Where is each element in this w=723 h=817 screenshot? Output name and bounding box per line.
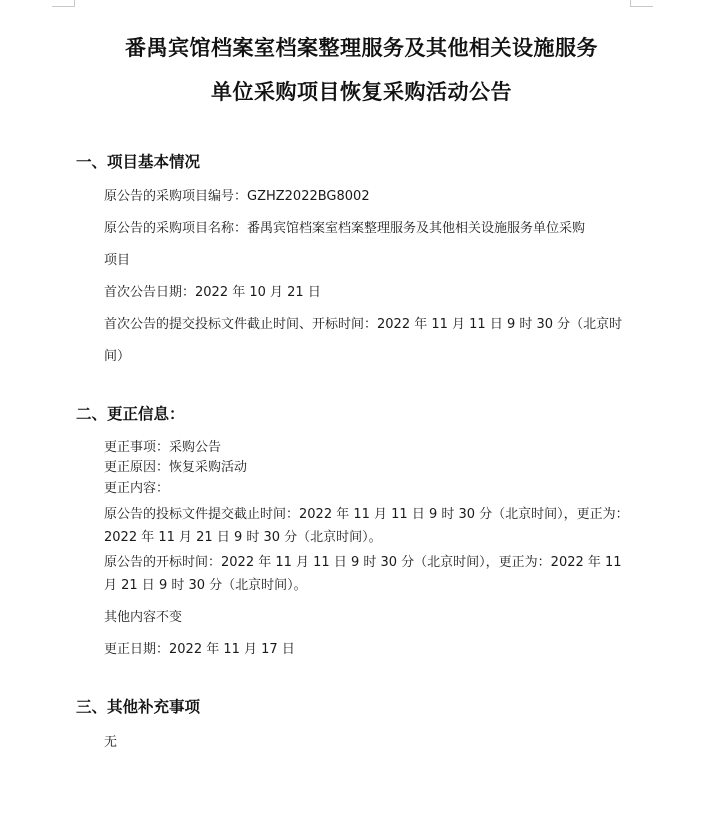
correction-change-2-continued: 月 21 日 9 时 30 分（北京时间）。 — [104, 578, 307, 593]
section-heading-basic-info: 一、项目基本情况 — [76, 153, 201, 171]
page-corner-mark-right — [630, 0, 653, 7]
document-title-line-2: 单位采购项目恢复采购活动公告 — [211, 79, 512, 104]
correction-reason: 更正原因：恢复采购活动 — [104, 460, 248, 475]
correction-change-1: 原公告的投标文件提交截止时间：2022 年 11 月 11 日 9 时 30 分（北京时间），更正为： — [104, 507, 629, 522]
section-heading-correction: 二、更正信息： — [76, 405, 185, 423]
correction-change-1-continued: 2022 年 11 月 21 日 9 时 30 分（北京时间）。 — [104, 530, 382, 545]
first-announcement-date: 首次公告日期：2022 年 10 月 21 日 — [104, 285, 321, 300]
correction-date: 更正日期：2022 年 11 月 17 日 — [104, 642, 295, 657]
project-number: 原公告的采购项目编号：GZHZ2022BG8002 — [104, 189, 370, 204]
original-deadline: 首次公告的提交投标文件截止时间、开标时间：2022 年 11 月 11 日 9 时 30 分（北京时 — [104, 317, 623, 332]
project-name-continued: 项目 — [104, 253, 131, 268]
correction-content-label: 更正内容： — [104, 481, 170, 496]
correction-item: 更正事项：采购公告 — [104, 440, 222, 455]
project-name: 原公告的采购项目名称：番禺宾馆档案室档案整理服务及其他相关设施服务单位采购 — [104, 221, 586, 236]
section-heading-supplementary: 三、其他补充事项 — [76, 698, 201, 716]
other-content-unchanged: 其他内容不变 — [104, 610, 183, 625]
correction-change-2: 原公告的开标时间：2022 年 11 月 11 日 9 时 30 分（北京时间），更正为：2022 年 11 — [104, 555, 622, 570]
document-title-line-1: 番禺宾馆档案室档案整理服务及其他相关设施服务 — [125, 35, 598, 60]
original-deadline-continued: 间） — [104, 349, 131, 364]
supplementary-content: 无 — [104, 735, 118, 750]
page-corner-mark-left — [52, 0, 75, 7]
